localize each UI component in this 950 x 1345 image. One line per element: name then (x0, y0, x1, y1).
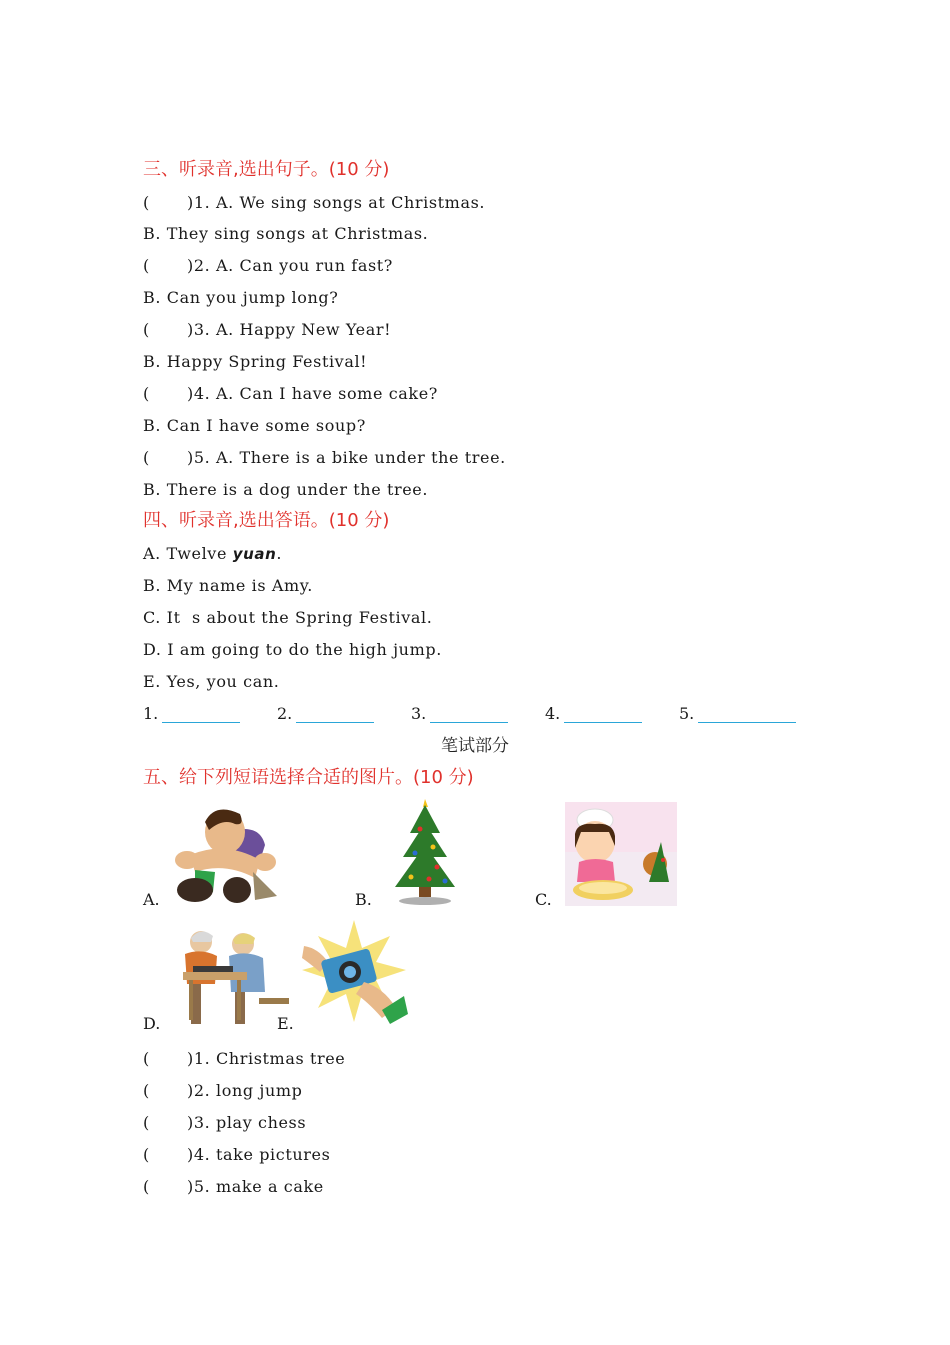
written-part-title: 笔试部分 (441, 736, 509, 756)
s3-item-2-b: B. Can you jump long? (143, 288, 339, 307)
answer-blank-3[interactable]: 3. (411, 704, 511, 724)
answer-blank-5[interactable]: 5. (679, 704, 799, 724)
s4-option-b: B. My name is Amy. (143, 576, 313, 595)
section-3-title: 三、听录音,选出句子。(10 分) (143, 159, 390, 180)
picture-label-b: B. (355, 890, 372, 909)
picture-label-e: E. (277, 1014, 294, 1033)
s4-option-e: E. Yes, you can. (143, 672, 280, 691)
long-jump-boy-image (165, 800, 285, 908)
s5-item-1: ( )1. Christmas tree (143, 1049, 346, 1068)
s3-item-4-b: B. Can I have some soup? (143, 416, 366, 435)
s3-item-3-b: B. Happy Spring Festival! (143, 352, 368, 371)
s5-item-2: ( )2. long jump (143, 1081, 303, 1100)
s5-item-5: ( )5. make a cake (143, 1177, 324, 1196)
s3-item-5-a: ( )5. A. There is a bike under the tree. (143, 448, 506, 467)
s5-item-3: ( )3. play chess (143, 1113, 307, 1132)
picture-label-a: A. (143, 890, 160, 909)
section-5-title: 五、给下列短语选择合适的图片。(10 分) (143, 767, 474, 788)
s3-item-5-b: B. There is a dog under the tree. (143, 480, 429, 499)
s3-item-4-a: ( )4. A. Can I have some cake? (143, 384, 438, 403)
section-4-title: 四、听录音,选出答语。(10 分) (143, 510, 390, 531)
answer-blank-2[interactable]: 2. (277, 704, 377, 724)
answer-blank-1[interactable]: 1. (143, 704, 243, 724)
make-cake-girl-image (565, 802, 677, 906)
s3-item-1-a: ( )1. A. We sing songs at Christmas. (143, 193, 486, 212)
answer-blank-4[interactable]: 4. (545, 704, 645, 724)
s3-item-3-a: ( )3. A. Happy New Year! (143, 320, 392, 339)
s3-item-2-a: ( )2. A. Can you run fast? (143, 256, 393, 275)
picture-label-c: C. (535, 890, 552, 909)
picture-label-d: D. (143, 1014, 161, 1033)
s4-option-a: A. Twelve yuan. (143, 544, 283, 563)
s4-option-c: C. It s about the Spring Festival. (143, 608, 433, 627)
take-pictures-camera-image (298, 918, 410, 1026)
christmas-tree-image (385, 795, 465, 907)
s4-option-d: D. I am going to do the high jump. (143, 640, 442, 659)
s3-item-1-b: B. They sing songs at Christmas. (143, 224, 429, 243)
s5-item-4: ( )4. take pictures (143, 1145, 331, 1164)
